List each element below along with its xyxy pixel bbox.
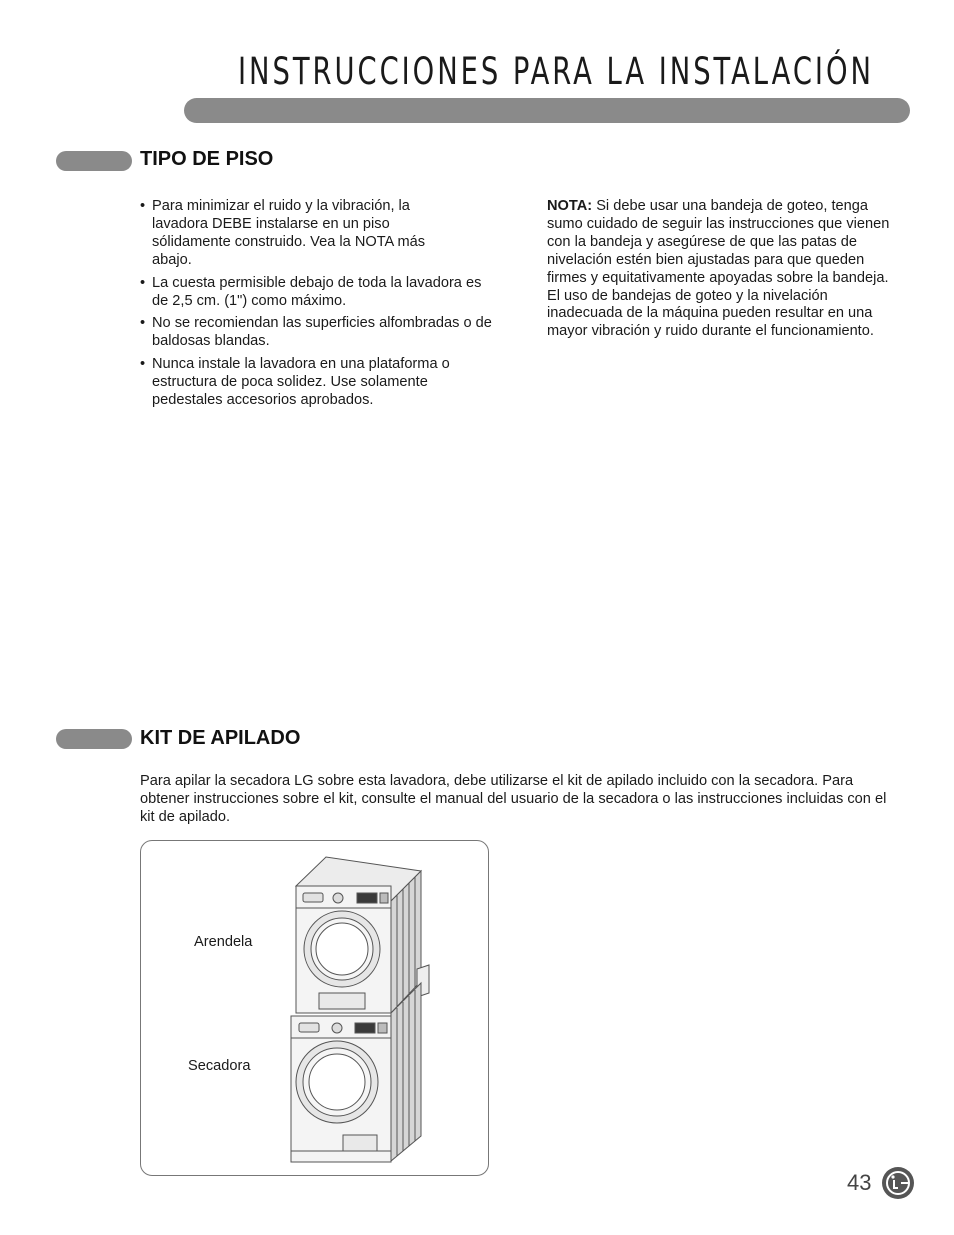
stacked-appliances-illustration (141, 841, 490, 1177)
page-title: INSTRUCCIONES PARA LA INSTALACIÓN (238, 50, 874, 93)
section-marker-stack (56, 729, 132, 749)
note-text: Si debe usar una bandeja de goteo, tenga sumo cuidado de seguir las instrucciones que vienen con la bandeja y asegúrese de que las patas de nivelación estén bien ajustadas para que queden firmes y equitativamente apoyadas sobre la bandeja. El uso de bandejas de goteo y la nivelación inadecuada de la máquina pueden resultar en una mayor vibración y ruido durante el funcionamiento. (547, 198, 890, 340)
title-bar (184, 98, 910, 123)
figure-label-arendela: Arendela (194, 934, 253, 950)
floor-bullet-4: • Nunca instale la lavadora en una plataforma o estructura de poca solidez. Use solamente pedestales accesorios aprobados. (140, 356, 472, 410)
page-number: 43 (847, 1170, 872, 1195)
section-heading-floor: TIPO DE PISO (140, 148, 274, 170)
note-paragraph (547, 198, 905, 341)
stacking-figure (140, 840, 489, 1176)
note-label: NOTA: (547, 198, 593, 214)
section-heading-stack: KIT DE APILADO (140, 727, 301, 749)
figure-label-secadora: Secadora (188, 1058, 251, 1074)
floor-bullet-3: • No se recomiendan las superficies alfombradas o de baldosas blandas. (140, 315, 500, 351)
lg-logo-icon (881, 1166, 915, 1200)
floor-bullet-1: • Para minimizar el ruido y la vibración, la lavadora DEBE instalarse en un piso sólidamente construido. Vea la NOTA más abajo. (140, 198, 442, 270)
section-marker-floor (56, 151, 132, 171)
floor-bullet-list (140, 198, 500, 415)
stack-paragraph: Para apilar la secadora LG sobre esta lavadora, debe utilizarse el kit de apilado incluido con la secadora. Para obtener instrucciones sobre el kit, consulte el manual del usuario de la secadora o las instrucciones incluidas con el kit de apilado. (140, 773, 887, 825)
floor-bullet-2: • La cuesta permisible debajo de toda la lavadora es de 2,5 cm. (1") como máximo. (140, 275, 500, 311)
